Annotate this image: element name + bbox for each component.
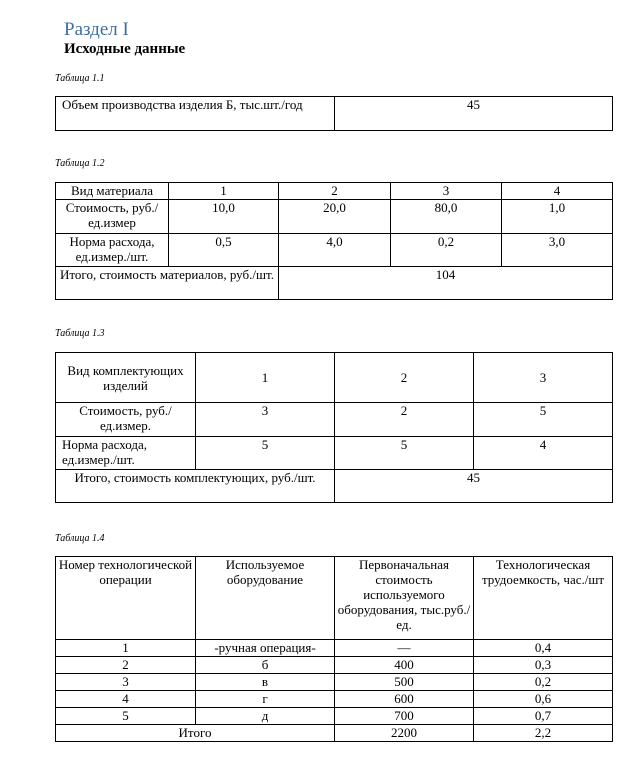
cell: 5 [335,437,474,470]
table-1-4-caption: Таблица 1.4 [55,533,105,544]
cell: 400 [335,657,474,674]
cell: 5 [474,403,613,437]
row-label: Норма расхода, ед.измер./шт. [56,437,196,470]
column-header: 1 [169,183,279,200]
cell: 2 [56,657,196,674]
section-subtitle: Исходные данные [64,41,186,57]
total-label: Итого, стоимость материалов, руб./шт. [56,267,279,300]
cell: 5 [56,708,196,725]
column-header: 4 [502,183,613,200]
table-row [56,200,613,234]
table-row [56,234,613,267]
total-labor: 2,2 [474,725,613,742]
table-header-row [56,353,613,403]
table-1-4 [55,556,613,742]
initial-cost-header: Первоначальная стоимость используемого оборудования, тыс.руб./ед. [335,557,474,640]
cell: д [196,708,335,725]
cell: 2 [335,403,474,437]
cell: 20,0 [279,200,391,234]
equipment-header: Используемое оборудование [196,557,335,640]
row-label: Стоимость, руб./ед.измер [56,200,169,234]
cell: 4 [474,437,613,470]
production-volume-value: 45 [335,97,613,131]
table-total-row [56,725,613,742]
cell: 3,0 [502,234,613,267]
column-header: 3 [474,353,613,403]
table-1-1 [55,96,613,131]
column-header: 2 [335,353,474,403]
total-label: Итого [56,725,335,742]
table-row [56,403,613,437]
cell: -ручная операция- [196,640,335,657]
cell: 3 [56,674,196,691]
column-header: 3 [391,183,502,200]
cell: 0,2 [474,674,613,691]
total-value: 45 [335,470,613,503]
section-title: Раздел I [64,19,129,40]
row-label: Стоимость, руб./ед.измер. [56,403,196,437]
table-row [56,97,613,131]
cell: 700 [335,708,474,725]
cell: 0,7 [474,708,613,725]
cell: 4,0 [279,234,391,267]
cell: — [335,640,474,657]
cell: 4 [56,691,196,708]
component-type-header: Вид комплектующих изделий [56,353,196,403]
cell: б [196,657,335,674]
table-row [56,691,613,708]
table-row [56,674,613,691]
operation-number-header: Номер технологической операции [56,557,196,640]
table-1-1-caption: Таблица 1.1 [55,73,105,84]
table-row [56,437,613,470]
column-header: 1 [196,353,335,403]
table-header-row [56,557,613,640]
cell: 80,0 [391,200,502,234]
cell: 0,3 [474,657,613,674]
cell: 3 [196,403,335,437]
cell: 0,6 [474,691,613,708]
cell: 500 [335,674,474,691]
cell: 5 [196,437,335,470]
cell: в [196,674,335,691]
table-total-row [56,470,613,503]
total-label: Итого, стоимость комплектующих, руб./шт. [56,470,335,503]
cell: 10,0 [169,200,279,234]
cell: 1 [56,640,196,657]
table-row [56,708,613,725]
table-1-2 [55,182,613,300]
table-1-2-caption: Таблица 1.2 [55,158,105,169]
table-row [56,657,613,674]
column-header: 2 [279,183,391,200]
cell: 1,0 [502,200,613,234]
total-cost: 2200 [335,725,474,742]
table-1-3 [55,352,613,503]
cell: 0,4 [474,640,613,657]
production-volume-label: Объем производства изделия Б, тыс.шт./год [56,97,335,131]
table-row [56,640,613,657]
labor-intensity-header: Технологическая трудоемкость, час./шт [474,557,613,640]
row-label: Норма расхода, ед.измер./шт. [56,234,169,267]
table-header-row [56,183,613,200]
material-type-header: Вид материала [56,183,169,200]
cell: г [196,691,335,708]
cell: 0,5 [169,234,279,267]
cell: 600 [335,691,474,708]
table-1-3-caption: Таблица 1.3 [55,328,105,339]
cell: 0,2 [391,234,502,267]
total-value: 104 [279,267,613,300]
table-total-row [56,267,613,300]
